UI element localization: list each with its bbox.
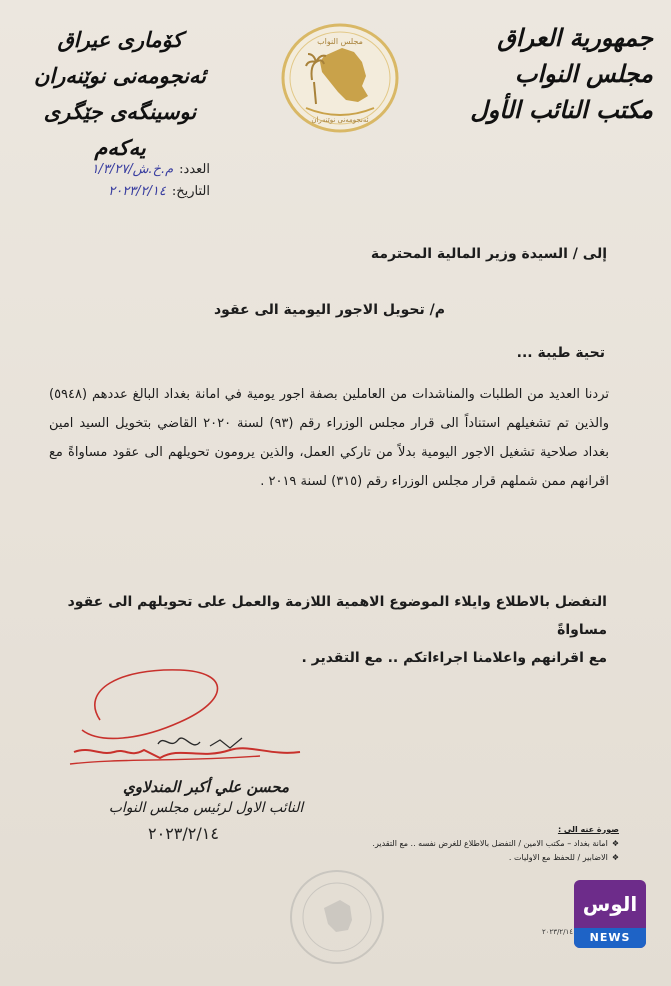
subject-line: م/ تحويل الاجور اليومية الى عقود [213,302,445,318]
header-ar-line-1: جمهورية العراق [497,23,653,52]
kurdish-header [30,22,210,166]
copies-section [319,823,619,865]
closing-line-1: التفضل بالاطلاع وايلاء الموضوع الاهمية اللازمة والعمل على تحويلهم الى عقود مساواةً [67,594,607,638]
news-watermark [574,880,646,948]
reference-number-label: العدد: [179,161,210,177]
signer-name: محسن علي أكبر المندلاوي [122,778,290,796]
reference-date-label: التاريخ: [171,183,210,199]
footer-date: ٢٠٢٣/٢/١٤ [542,928,574,936]
copies-item-1-text: امانة بغداد – مكتب الامين / التفضل بالاطلاع للغرض نفسه .. مع التقدير. [372,839,608,848]
logo-top-text: مجلس النواب [317,37,363,46]
official-seal-icon [288,868,386,966]
header-ku-line-1: کۆماری عیراق [57,27,183,52]
addressee: إلى / السيدة وزير المالية المحترمة [370,246,607,262]
copies-item-2-text: الاضابير / للحفظ مع الاوليات . [508,853,608,862]
reference-date-value: ٢٠٢٣/٢/١٤ [108,183,166,199]
watermark-bottom-text: NEWS [574,928,646,948]
copies-item-2 [319,851,619,865]
arabic-header [443,20,653,128]
header-ar-line-3: مكتب النائب الأول [470,95,653,124]
header-ar-line-2: مجلس النواب [514,59,653,88]
bullet-icon: ❖ [611,853,619,862]
signature-date: ٢٠٢٣/٢/١٤ [148,824,219,843]
bullet-icon: ❖ [611,839,619,848]
body-paragraph: تردنا العديد من الطلبات والمناشدات من العاملين بصفة اجور يومية في امانة بغداد البالغ عددهم (٥٩٤٨) والذين تم تشغيلهم استناداً الى قرار مجلس الوزراء رقم (٩٣) لسنة ٢٠٢٠ القاضي بتخويل السيد امين بغداد صلاحية تشغيل الاجور اليومية بدلاً من تاركي العمل، والذين يرومون تحويلهم الى عقود مساواةً مع اقرانهم ممن شملهم قرار مجلس الوزراء رقم (٣١٥) لسنة ٢٠١٩ . [49,387,610,489]
copies-heading: صورة عنه الى : [557,825,619,834]
watermark-top-text: الوس [582,892,638,916]
reference-number-value: م.خ.ش/١/٣/٢٧ [91,161,174,177]
signer-block [96,776,316,818]
reference-date-row [30,180,210,202]
copies-item-1 [319,837,619,851]
signer-title: النائب الاول لرئيس مجلس النواب [108,800,304,816]
reference-block [30,158,210,202]
greeting: تحية طيبة ... [516,345,605,361]
parliament-logo-icon [280,22,400,134]
closing-line-2: مع اقرانهم واعلامنا اجراءاتكم .. مع التقدير . [301,650,607,666]
header-ku-line-2: ئەنجومەنی نوێنەران [33,63,207,88]
reference-number-row [30,158,210,180]
logo-bottom-text: ئەنجومەنی نوێنەران [311,116,369,124]
header-ku-line-3: نوسینگەی جێگری یەکەم [43,99,197,160]
